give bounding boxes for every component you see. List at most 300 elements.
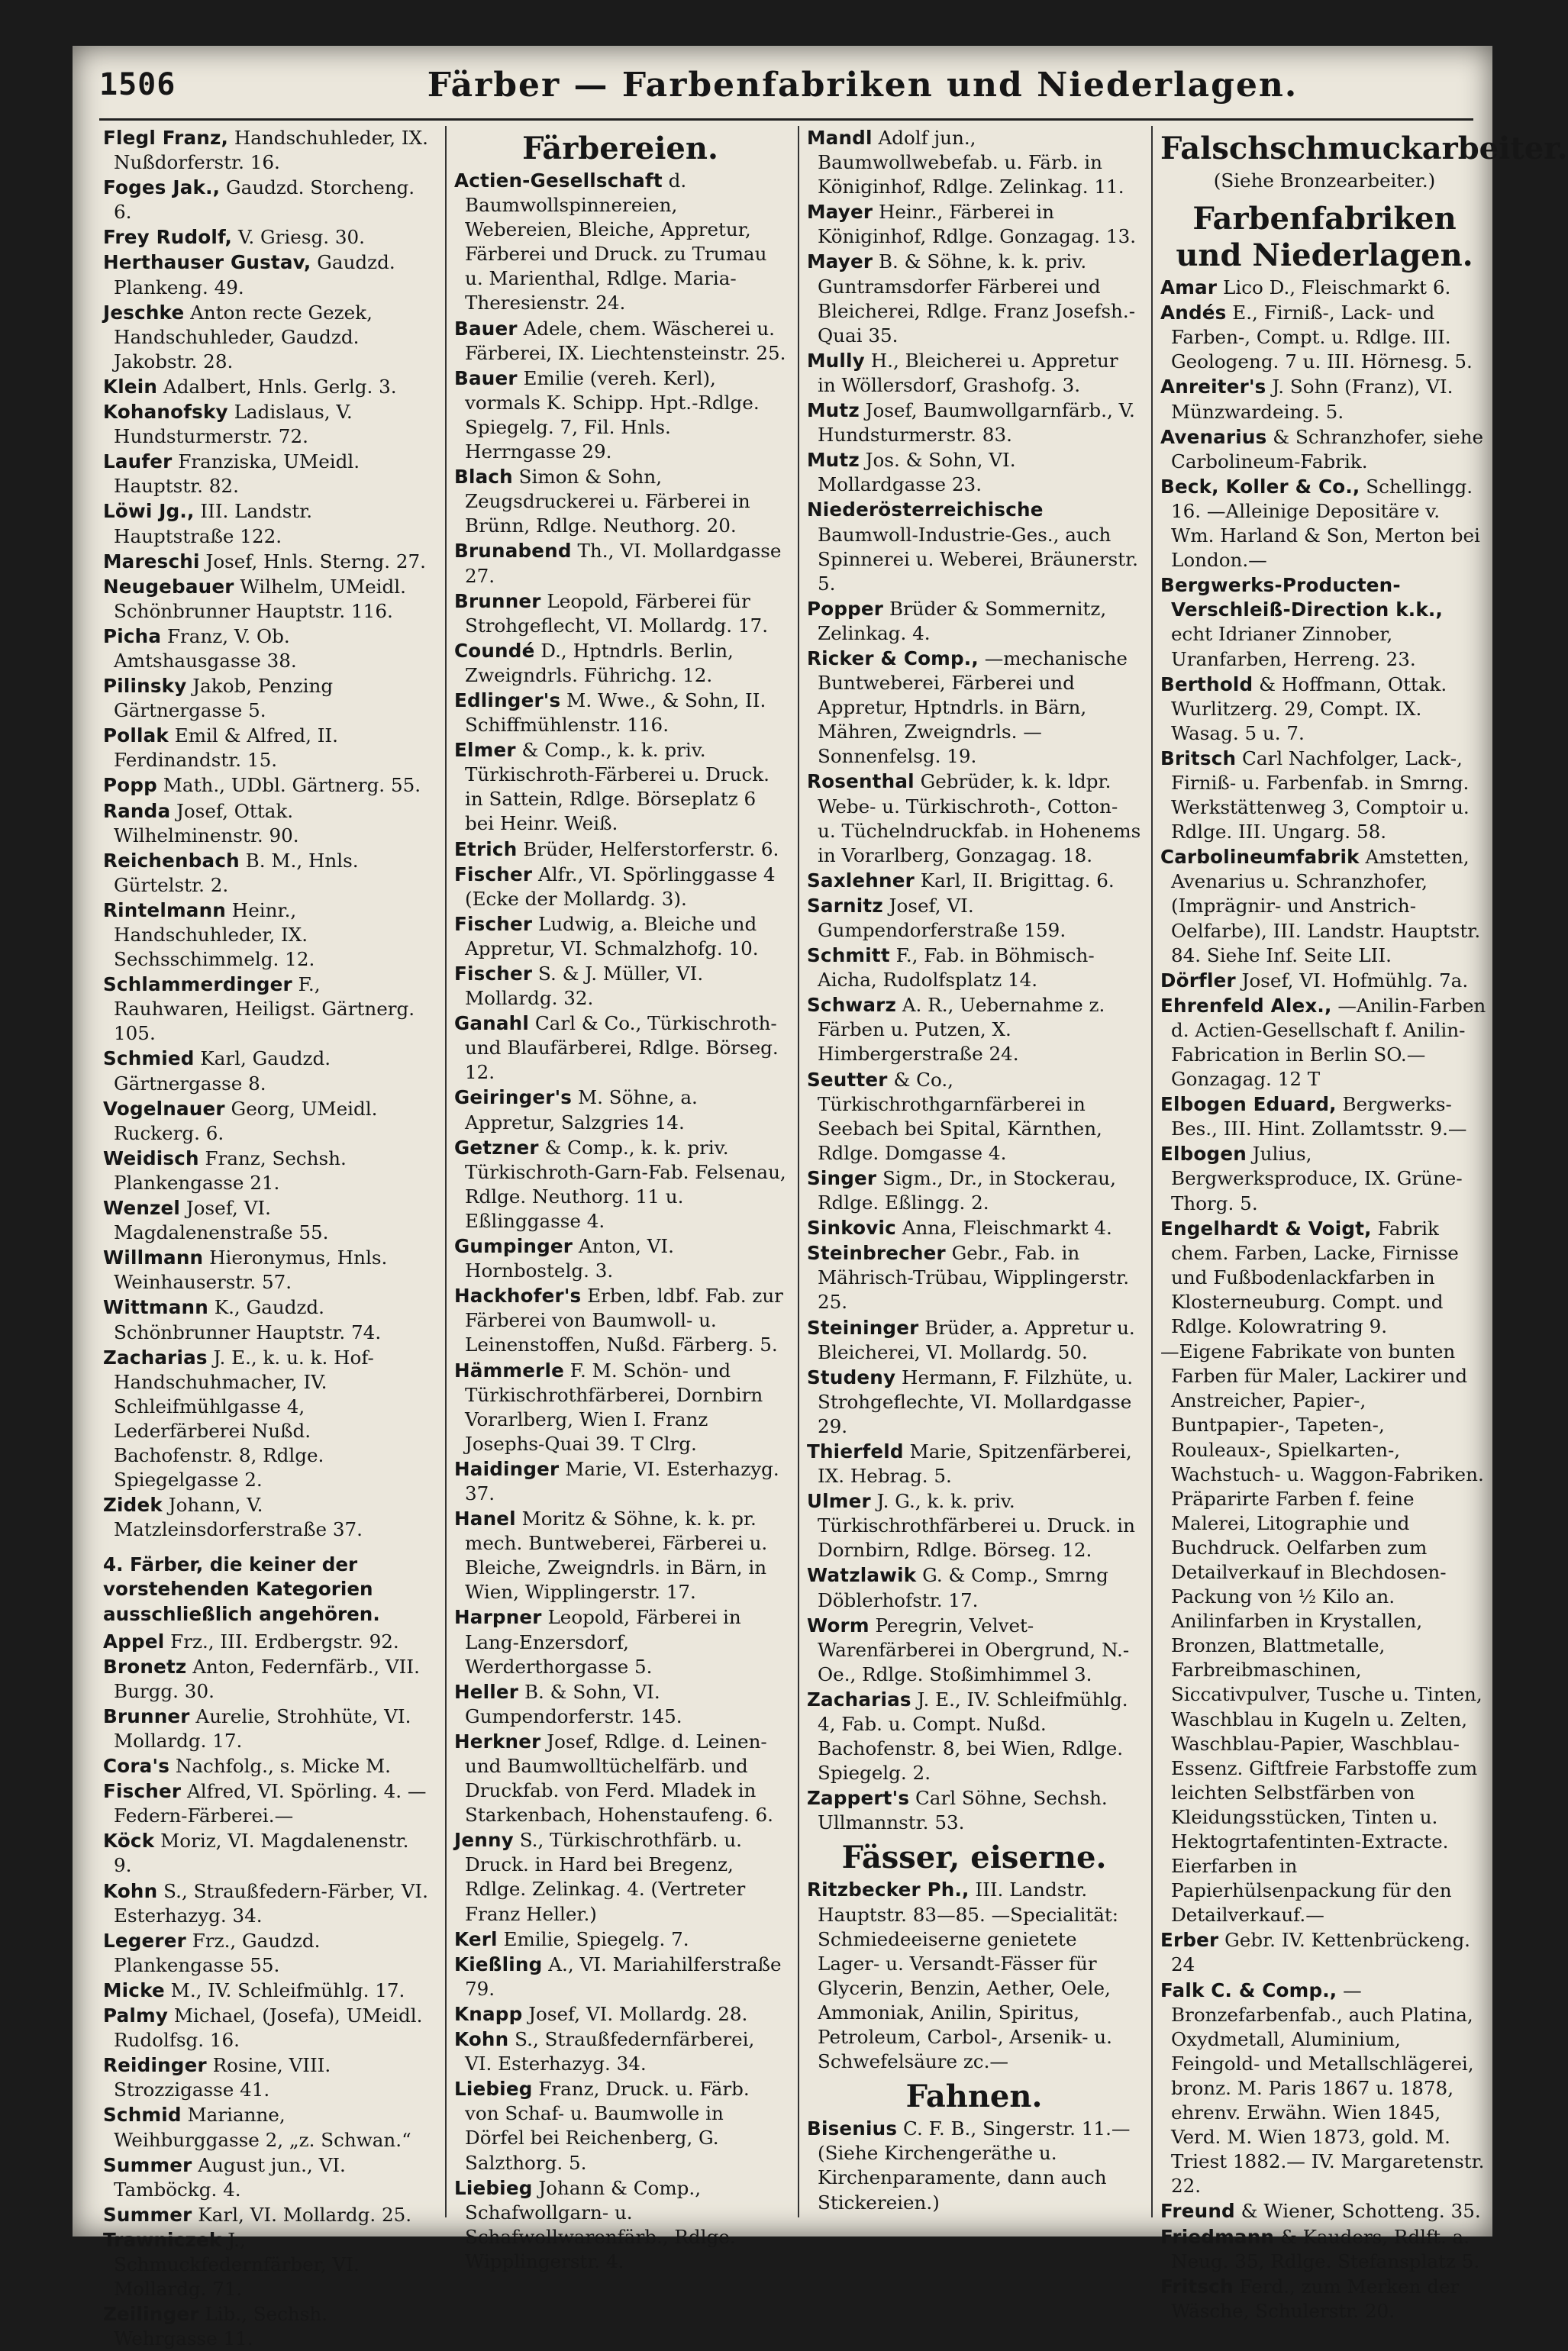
entry-name: Palmy <box>103 2004 169 2027</box>
directory-entry <box>454 539 786 588</box>
entry-name: Britsch <box>1160 747 1237 769</box>
column-divider <box>445 126 447 2217</box>
entry-name: Knapp <box>454 2002 523 2025</box>
entry-name: Schmitt <box>807 944 890 967</box>
entry-name: Steininger <box>807 1316 919 1339</box>
entry-name: Frey Rudolf, <box>103 226 233 249</box>
entry-name: Pilinsky <box>103 675 187 698</box>
directory-entry <box>454 1457 786 1506</box>
entry-name: Summer <box>103 2153 192 2176</box>
entry-name: Klein <box>103 375 158 398</box>
entry-details: H., Bleicherei u. Appretur in Wöllersdorf, Grashofg. 3. <box>818 349 1118 396</box>
entry-name: Kohn <box>103 1879 158 1902</box>
directory-entry <box>454 1953 786 2001</box>
entry-details: Jakob, Penzing Gärtnergasse 5. <box>114 675 334 722</box>
directory-entry <box>103 1196 431 1245</box>
entry-name: Herthauser Gustav, <box>103 251 311 274</box>
entry-name: Jeschke <box>103 301 185 324</box>
entry-name: Berthold <box>1160 672 1253 695</box>
directory-entry <box>103 1879 431 1928</box>
entry-details: F. M. Schön- und Türkischrothfärberei, Dornbirn Vorarlberg, Wien I. Franz Josephs-Quai 39. T Clrg. <box>465 1359 763 1455</box>
directory-entry <box>807 250 1141 347</box>
entry-name: Seutter <box>807 1068 888 1091</box>
entry-details: —mechanische Buntweberei, Färberei und Appretur, Hptndrls. in Bärn, Mähren, Zweigndrls. —Sonnenfelsg. 19. <box>818 647 1128 768</box>
entry-name: Zidek <box>103 1494 163 1517</box>
directory-entry <box>1160 994 1489 1092</box>
entry-name: Neugebauer <box>103 575 234 598</box>
entry-name: Reidinger <box>103 2054 207 2077</box>
column-2 <box>454 126 786 2272</box>
entry-details: Sigm., Dr., in Stockerau, Rdlge. Eßlingg. 2. <box>818 1166 1116 1214</box>
directory-entry <box>1160 1928 1489 1977</box>
entry-details: August jun., VI. Tamböckg. 4. <box>114 2153 346 2201</box>
directory-entry <box>807 1316 1141 1365</box>
entry-name: Mareschi <box>103 550 200 572</box>
directory-entry <box>454 912 786 961</box>
entry-details: M., IV. Schleifmühlg. 17. <box>164 1979 405 2001</box>
entry-name: Anreiter's <box>1160 376 1266 398</box>
entry-details: Brüder, a. Appretur u. Bleicherei, VI. Mollardg. 50. <box>818 1316 1135 1363</box>
entry-details: & Schranzhofer, siehe Carbolineum-Fabrik. <box>1171 425 1484 472</box>
entry-name: Rosenthal <box>807 770 915 793</box>
entry-details: J., Schmuckfedernfärber, VI. Mollardg. 71. <box>114 2228 360 2301</box>
entry-name: Popp <box>103 774 157 797</box>
entry-name: Coundé <box>454 639 535 662</box>
directory-entry <box>1160 969 1489 993</box>
directory-entry <box>103 1929 431 1978</box>
entry-name: Elbogen Eduard, <box>1160 1093 1337 1116</box>
entry-name: Fischer <box>454 963 533 985</box>
entry-name: Fischer <box>454 863 533 885</box>
entry-name: Liebieg <box>454 2176 533 2199</box>
directory-entry <box>454 465 786 538</box>
entry-details: J. E., IV. Schleifmühlg. 4, Fab. u. Compt. Nußd. Bachofenstr. 8, bei Wien, Rdlge. Spiegelg. 2. <box>818 1688 1128 1785</box>
entry-details: Emil & Alfred, II. Ferdinandstr. 15. <box>114 724 338 772</box>
directory-entry <box>807 1786 1141 1835</box>
entry-name: Geiringer's <box>454 1086 573 1109</box>
directory-entry <box>1160 301 1489 374</box>
entry-details: Marie, Spitzenfärberei, IX. Hebrag. 5. <box>818 1440 1132 1488</box>
entry-name: Ritzbecker Ph., <box>807 1879 970 1901</box>
directory-entry <box>103 2053 431 2102</box>
entry-name: Schmied <box>103 1047 195 1070</box>
directory-entry <box>807 943 1141 992</box>
entry-name: Gumpinger <box>454 1235 573 1258</box>
entry-details: Erben, ldbf. Fab. zur Färberei von Baumwoll- u. Leinenstoffen, Nußd. Färberg. 5. <box>465 1285 783 1356</box>
directory-entry <box>454 366 786 464</box>
entry-name: Weidisch <box>103 1146 199 1169</box>
entry-details: Josef, Ottak. Wilhelminenstr. 90. <box>114 799 299 847</box>
entry-details: Anton, Federnfärb., VII. Burgg. 30. <box>114 1655 420 1702</box>
entry-name: Ulmer <box>807 1490 871 1513</box>
directory-entry <box>807 1366 1141 1439</box>
entry-details: F., Rauhwaren, Heiligst. Gärtnerg. 105. <box>114 973 415 1045</box>
directory-entry <box>807 1688 1141 1785</box>
directory-entry <box>807 398 1141 447</box>
entry-details: Karl, VI. Mollardg. 25. <box>192 2203 412 2226</box>
directory-entry <box>807 1614 1141 1687</box>
directory-entry <box>1160 2225 1489 2274</box>
entry-details: Leopold, Färberei in Lang-Enzersdorf, Werderthorgasse 5. <box>465 1606 741 1678</box>
directory-entry <box>103 1246 431 1295</box>
entry-details: Alfred, VI. Spörling. 4. —Federn-Färberei.— <box>114 1780 427 1827</box>
directory-entry <box>103 724 431 772</box>
entry-name: Friedmann <box>1160 2225 1275 2248</box>
entry-name: Elbogen <box>1160 1143 1247 1166</box>
entry-details: S., Straußfedernfärberei, VI. Esterhazyg. 34. <box>465 2028 755 2075</box>
directory-entry <box>807 993 1141 1066</box>
directory-entry <box>454 1085 786 1134</box>
directory-entry <box>807 1563 1141 1612</box>
entry-details: V. Griesg. 30. <box>232 226 365 249</box>
directory-entry <box>103 499 431 548</box>
directory-entry <box>1160 2275 1489 2324</box>
entry-name: Carbolineumfabrik <box>1160 846 1360 869</box>
directory-entry <box>807 448 1141 497</box>
directory-entry <box>807 869 1141 893</box>
cross-reference-note: (Siehe Bronzearbeiter.) <box>1213 169 1436 192</box>
directory-entry <box>807 1241 1141 1314</box>
entry-details: —Eigene Fabrikate von bunten Farben für Maler, Lackirer und Anstreicher, Papier-, Buntpapier-, Tapeten-, Rouleaux-, Spielkarten-, Wachstuch- u. Waggon-Fabriken. Präparirte Farben f. feine Malerei, Litographie und Buchdruck. Oelfarben zum Detailverkauf in Blechdosen-Packung von ½ Kilo an. Anilinfarben in Krystallen, Bronzen, Blattmetalle, Farbreibmaschinen, Siccativpulver, Tusche u. Tinten, Waschblau in Kugeln u. Zelten, Waschblau-Papier, Waschblau-Essenz. Giftfreie Farbstoffe zum leichten Selbstfärben von Kleidungsstücken, Tinten u. Hektogrtafentinten-Extracte. Eierfarben in Papierhülsenpackung für den Detailverkauf.— <box>1160 1340 1484 1927</box>
entry-details: & Comp., k. k. priv. Türkischroth-Garn-Fab. Felsenau, Rdlge. Neuthorg. 11 u. Eßlinggasse 4. <box>465 1136 786 1232</box>
entry-name: Herkner <box>454 1730 541 1753</box>
entry-name: Vogelnauer <box>103 1097 225 1120</box>
entry-name: Bauer <box>454 317 518 340</box>
directory-entry <box>807 1166 1141 1215</box>
entry-details: Marie, VI. Esterhazyg. 37. <box>465 1457 779 1504</box>
directory-entry <box>1160 672 1489 746</box>
directory-entry <box>454 639 786 688</box>
entry-details: & Wiener, Schotteng. 35. <box>1234 2200 1481 2223</box>
entry-details: C. F. B., Singerstr. 11.— (Siehe Kirchengeräthe u. Kirchenparamente, dann auch Stickereien.) <box>818 2117 1131 2214</box>
entry-name: Legerer <box>103 1929 186 1952</box>
entry-details: Emilie (vereh. Kerl), vormals K. Schipp. Hpt.-Rdlge. Spiegelg. 7, Fil. Hnls. Herrngasse 29. <box>465 366 760 463</box>
entry-details: Gaudzd. Plankeng. 49. <box>114 251 395 298</box>
directory-entry <box>103 2153 431 2202</box>
entry-name: Ganahl <box>454 1012 530 1035</box>
entry-details: Heinr., Färberei in Königinhof, Rdlge. Gonzagag. 13. <box>818 201 1137 248</box>
entry-details: Franz, Sechsh. Plankengasse 21. <box>114 1146 347 1194</box>
directory-entry <box>103 1146 431 1195</box>
entry-name: Mayer <box>807 250 873 273</box>
entry-name: Kießling <box>454 1953 543 1975</box>
directory-entry <box>103 250 431 299</box>
entry-details: S., Straußfedern-Färber, VI. Esterhazyg. 34. <box>114 1879 428 1927</box>
entry-details: Georg, UMeidl. Ruckerg. 6. <box>114 1097 378 1144</box>
entry-name: Schlammerdinger <box>103 973 292 996</box>
entry-details: Franz, Druck. u. Färb. von Schaf- u. Baumwolle in Dörfel bei Reichenberg, G. Salzthorg. 5. <box>465 2078 750 2174</box>
entry-name: Reichenbach <box>103 849 240 872</box>
entry-details: S. & J. Müller, VI. Mollardg. 32. <box>465 963 704 1010</box>
entry-details: Schellingg. 16. —Alleinige Depositäre v. Wm. Harland & Son, Merton bei London.— <box>1171 475 1480 572</box>
entry-details: S., Türkischrothfärb. u. Druck. in Hard bei Bregenz, Rdlge. Zelinkag. 4. (Vertreter Franz Heller.) <box>465 1829 746 1925</box>
entry-details: Karl, Gaudzd. Gärtnergasse 8. <box>114 1047 331 1095</box>
entry-details: Josef, Rdlge. d. Leinen- und Baumwolltüchelfärb. und Druckfab. von Ferd. Mladek in Starkenbach, Hohenstaufeng. 6. <box>465 1730 773 1827</box>
entry-details: III. Landstr. Hauptstr. 83—85. —Specialität: Schmiedeeiserne genietete Lager- u. Versandt-Fässer für Glycerin, Benzin, Aether, Oele, Ammoniak, Anilin, Spiritus, Petroleum, Carbol-, Arsenik- u. Schwefelsäure zc.— <box>818 1879 1119 2073</box>
entry-details: Gebr., Fab. in Mährisch-Trübau, Wipplingerstr. 25. <box>818 1242 1130 1314</box>
directory-entry <box>807 1440 1141 1488</box>
entry-name: Cora's <box>103 1755 170 1778</box>
entry-name: Schmid <box>103 2104 182 2127</box>
entry-details: Josef, VI. Mollardg. 28. <box>522 2002 748 2025</box>
entry-name: Brunner <box>103 1704 190 1727</box>
entry-name: Actien-Gesellschaft <box>454 169 663 192</box>
entry-name: Mutz <box>807 399 860 422</box>
entry-name: Saxlehner <box>807 869 915 892</box>
directory-entry <box>1160 375 1489 424</box>
entry-details: A. R., Uebernahme z. Färben u. Putzen, X. Himbergerstraße 24. <box>818 994 1105 1066</box>
directory-entry <box>103 898 431 972</box>
entry-details: Alfr., VI. Spörlinggasse 4 (Ecke der Mollardg. 3). <box>465 863 776 910</box>
directory-entry <box>454 837 786 862</box>
entry-name: Ehrenfeld Alex., <box>1160 994 1332 1017</box>
column-3 <box>807 126 1141 2217</box>
entry-details: Gaudzd. Storcheng. 6. <box>114 176 415 224</box>
entry-details: F., Fab. in Böhmisch-Aicha, Rudolfsplatz 14. <box>818 944 1095 992</box>
entry-details: Frz., III. Erdbergstr. 92. <box>164 1630 399 1653</box>
entry-details: K., Gaudzd. Schönbrunner Hauptstr. 74. <box>114 1296 382 1343</box>
directory-entry <box>103 301 431 374</box>
running-title: Färber — Farbenfabriken und Niederlagen. <box>427 66 1299 105</box>
entry-name: Beck, Koller & Co., <box>1160 475 1360 498</box>
entry-details: Brüder & Sommernitz, Zelinkag. 4. <box>818 597 1107 644</box>
section-heading-faesser: Fässer, eiserne. <box>841 1840 1107 1876</box>
directory-entry <box>454 1680 786 1729</box>
entry-details: M. Söhne, a. Appretur, Salzgries 14. <box>465 1086 698 1134</box>
directory-entry <box>454 2077 786 2175</box>
column-divider <box>798 126 799 2217</box>
entry-details: Carl & Co., Türkischroth- und Blaufärberei, Rdlge. Börseg. 12. <box>465 1012 779 1084</box>
entry-details: G. & Comp., Smrng Döblerhofstr. 17. <box>818 1564 1108 1611</box>
entry-name: Wittmann <box>103 1296 208 1319</box>
directory-entry <box>807 894 1141 943</box>
entry-name: Kerl <box>454 1927 498 1950</box>
entry-details: J. G., k. k. priv. Türkischrothfärberei u. Druck. in Dornbirn, Rdlge. Börseg. 12. <box>818 1490 1135 1562</box>
entry-name: Brunabend <box>454 540 572 563</box>
entry-details: Wilhelm, UMeidl. Schönbrunner Hauptstr. 116. <box>114 575 406 622</box>
entry-details: Jos. & Sohn, VI. Mollardgasse 23. <box>818 449 1016 496</box>
page-number: 1506 <box>99 67 176 102</box>
directory-entry <box>454 689 786 737</box>
directory-entry <box>454 317 786 366</box>
entry-name: Mully <box>807 349 865 372</box>
entry-name: Mutz <box>807 449 860 472</box>
section-heading-falschschmuck: Falschschmuckarbeiter. <box>1160 131 1568 166</box>
directory-entry <box>103 375 431 399</box>
directory-entry <box>103 2103 431 2152</box>
entry-name: Hanel <box>454 1508 516 1530</box>
entry-details: Handschuhleder, IX. Nußdorferstr. 16. <box>114 127 428 174</box>
entry-name: Engelhardt & Voigt, <box>1160 1217 1372 1240</box>
entry-name: Laufer <box>103 450 173 473</box>
section-heading-faerbereien: Färbereien. <box>522 131 718 166</box>
entry-details: Adolf jun., Baumwollwebefab. u. Färb. in Königinhof, Rdlge. Zelinkag. 11. <box>818 127 1124 198</box>
entry-details: Anton recte Gezek, Handschuhleder, Gaudzd. Jakobstr. 28. <box>114 301 373 372</box>
entry-details: Johann & Comp., Schafwollgarn- u. Schafwollwarenfärb., Rdlge. Wipplingerstr. 4. <box>465 2176 736 2272</box>
entry-details: Emilie, Spiegelg. 7. <box>497 1927 689 1950</box>
entry-details: Frz., Gaudzd. Plankengasse 55. <box>114 1929 321 1976</box>
entry-name: Amar <box>1160 276 1218 299</box>
entry-details: Moriz, VI. Magdalenenstr. 9. <box>114 1830 409 1877</box>
entry-details: Moritz & Söhne, k. k. pr. mech. Buntweberei, Färberei u. Bleiche, Zweigndrls. in Bärn, in Wien, Wipplingerstr. 17. <box>465 1508 768 1604</box>
directory-entry <box>454 1359 786 1456</box>
entry-details: Th., VI. Mollardgasse 27. <box>465 540 782 587</box>
entry-name: Dörfler <box>1160 969 1236 992</box>
section-subheading: 4. Färber, die keiner der vorstehenden Kategorien ausschließlich angehören. <box>103 1553 380 1625</box>
column-4 <box>1160 126 1568 2322</box>
column-1 <box>103 126 431 2350</box>
entry-details: Franz, V. Ob. Amtshausgasse 38. <box>114 624 297 672</box>
entry-details: & Hoffmann, Ottak. Wurlitzerg. 29, Compt. IX. Wasag. 5 u. 7. <box>1171 672 1447 744</box>
directory-entry <box>103 1346 431 1493</box>
directory-entry <box>103 1979 431 2003</box>
entry-name: Rintelmann <box>103 898 226 921</box>
entry-details: Rosine, VIII. Strozzigasse 41. <box>114 2054 331 2101</box>
entry-name: Flegl Franz, <box>103 127 229 149</box>
entry-name: Appel <box>103 1630 165 1653</box>
directory-entry <box>807 769 1141 867</box>
entry-name: Harpner <box>454 1606 542 1629</box>
directory-entry <box>454 1136 786 1234</box>
directory-entry <box>454 1234 786 1283</box>
directory-entry <box>454 863 786 911</box>
entry-name: Bronetz <box>103 1655 187 1678</box>
entry-name: Schwarz <box>807 994 896 1017</box>
entry-details: Gebr. IV. Kettenbrückeng. 24 <box>1171 1929 1471 1976</box>
entry-details: Ladislaus, V. Hundsturmerstr. 72. <box>114 401 353 448</box>
entry-details: Brüder, Helferstorferstr. 6. <box>517 837 779 860</box>
entry-name: Popper <box>807 597 884 620</box>
entry-name: Trawniczek <box>103 2228 222 2251</box>
entry-name: Randa <box>103 799 171 822</box>
directory-entry <box>807 647 1141 769</box>
entry-name: Zeilinger <box>103 2303 199 2326</box>
entry-details: Amstetten, Avenarius u. Schranzhofer, (Imprägnir- und Anstrich-Oelfarbe), III. Landstr. Hauptstr. 84. Siehe Inf. Seite LII. <box>1171 846 1481 966</box>
entry-details: B. & Sohn, VI. Gumpendorferstr. 145. <box>465 1680 682 1727</box>
entry-name: Singer <box>807 1166 877 1189</box>
directory-entry <box>103 225 431 250</box>
entry-name: Avenarius <box>1160 425 1267 448</box>
directory-entry <box>1160 276 1489 300</box>
directory-entry <box>103 624 431 673</box>
directory-entry <box>103 1630 431 1654</box>
entry-details: Franziska, UMeidl. Hauptstr. 82. <box>114 450 360 498</box>
entry-name: Mandl <box>807 127 873 149</box>
entry-details: III. Landstr. Hauptstraße 122. <box>114 500 313 547</box>
directory-entry <box>1160 1217 1489 1339</box>
entry-name: Edlinger's <box>454 689 561 711</box>
directory-entry <box>103 849 431 898</box>
column-divider <box>1151 126 1153 2217</box>
directory-entry <box>103 450 431 498</box>
entry-name: Ricker & Comp., <box>807 647 979 669</box>
entry-name: Hämmerle <box>454 1359 564 1382</box>
entry-name: Erber <box>1160 1929 1219 1952</box>
section-heading-fahnen: Fahnen. <box>905 2078 1043 2115</box>
entry-details: Michael, (Josefa), UMeidl. Rudolfsg. 16. <box>114 2004 423 2052</box>
directory-entry <box>1160 425 1489 474</box>
entry-details: Johann, V. Matzleinsdorferstraße 37. <box>114 1494 363 1541</box>
entry-name: Mayer <box>807 201 873 224</box>
directory-entry <box>1160 1340 1489 1927</box>
entry-name: Niederösterreichische <box>807 498 1044 521</box>
entry-name: Liebieg <box>454 2078 533 2101</box>
directory-entry <box>454 1828 786 1926</box>
directory-entry <box>103 2203 431 2227</box>
directory-entry <box>1160 2199 1489 2224</box>
directory-entry <box>103 126 431 175</box>
directory-entry <box>807 597 1141 646</box>
entry-details: Heinr., Handschuhleder, IX. Sechsschimmelg. 12. <box>114 898 315 971</box>
entry-name: Jenny <box>454 1829 514 1852</box>
entry-name: Blach <box>454 466 513 489</box>
directory-entry <box>454 1605 786 1679</box>
entry-name: Bisenius <box>807 2117 898 2140</box>
page-header <box>99 61 1473 114</box>
entry-details: Anna, Fleischmarkt 4. <box>895 1217 1112 1240</box>
entry-details: echt Idrianer Zinnober, Uranfarben, Herreng. 23. <box>1171 623 1416 670</box>
entry-details: J. Sohn (Franz), VI. Münzwardeing. 5. <box>1171 376 1453 423</box>
directory-entry <box>1160 1142 1489 1215</box>
entry-details: d. Baumwollspinnereien, Webereien, Bleiche, Appretur, Färberei und Druck. zu Trumau u. Marienthal, Rdlge. Maria-Theresienstr. 24. <box>465 169 767 314</box>
directory-entry <box>807 1878 1141 2074</box>
directory-entry <box>103 674 431 723</box>
directory-entry <box>1160 747 1489 844</box>
entry-name: Fritsch <box>1160 2275 1234 2298</box>
directory-entry <box>454 962 786 1011</box>
directory-entry <box>454 169 786 316</box>
entry-name: Sinkovic <box>807 1217 896 1240</box>
entry-name: Picha <box>103 624 162 647</box>
entry-details: J. E., k. u. k. Hof-Handschuhmacher, IV. Schleifmühlgasse 4, Lederfärberei Nußd. Bachofenstr. 8, Rdlge. Spiegelgasse 2. <box>114 1346 374 1492</box>
entry-name: Haidinger <box>454 1457 560 1480</box>
entry-name: Freund <box>1160 2200 1235 2223</box>
directory-entry <box>454 1730 786 1827</box>
entry-name: Hackhofer's <box>454 1285 582 1308</box>
entry-name: Zacharias <box>103 1346 208 1369</box>
entry-details: Josef, Hnls. Sterng. 27. <box>199 550 426 572</box>
entry-details: & Comp., k. k. priv. Türkischroth-Färberei u. Druck. in Sattein, Rdlge. Börseplatz 6 bei Heinr. Weiß. <box>465 739 769 835</box>
entry-details: Hieronymus, Hnls. Weinhauserstr. 57. <box>114 1246 388 1294</box>
directory-entry <box>103 773 431 798</box>
directory-entry <box>454 2002 786 2027</box>
entry-name: Getzner <box>454 1136 539 1159</box>
directory-entry <box>103 176 431 224</box>
directory-entry <box>807 1068 1141 1166</box>
entry-details: Ferd., zum Merken der Wäsche, Schulerstr. 20. <box>1171 2275 1460 2322</box>
entry-details: B. & Söhne, k. k. priv. Guntramsdorfer Färberei und Bleicherei, Rdlge. Franz Josefsh.-Quai 35. <box>818 250 1136 347</box>
entry-details: & Co., Türkischrothgarnfärberei in Seebach bei Spital, Kärnthen, Rdlge. Domgasse 4. <box>818 1068 1102 1164</box>
entry-details: M. Wwe., & Sohn, II. Schiffmühlenstr. 116. <box>465 689 766 737</box>
directory-entry <box>103 2004 431 2053</box>
entry-details: Carl Nachfolger, Lack-, Firniß- u. Farbenfab. in Smrng. Werkstättenweg 3, Comptoir u. Rdlge. III. Ungarg. 58. <box>1171 747 1470 843</box>
entry-details: Josef, VI. Hofmühlg. 7a. <box>1235 969 1469 992</box>
entry-details: —Anilin-Farben d. Actien-Gesellschaft f. Anilin-Fabrication in Berlin SO.— Gonzagag. 12 T <box>1171 994 1486 1091</box>
entry-name: Fischer <box>103 1780 182 1803</box>
directory-entry <box>103 1779 431 1828</box>
entry-name: Worm <box>807 1614 869 1637</box>
directory-entry <box>454 2027 786 2076</box>
entry-details: —Bronzefarbenfab., auch Platina, Oxydmetall, Aluminium, Feingold- und Metallschlägerei, bronz. M. Paris 1867 u. 1878, ehrenv. Erwähn. Wien 1845, Verd. M. Wien 1873, gold. M. Triest 1882.— IV. Margaretenstr. 22. <box>1171 1979 1485 2198</box>
entry-name: Zacharias <box>807 1688 911 1711</box>
entry-details: Aurelie, Strohhüte, VI. Mollardg. 17. <box>114 1704 411 1752</box>
entry-name: Elmer <box>454 739 516 762</box>
entry-name: Studeny <box>807 1366 896 1388</box>
entry-details: A., VI. Mariahilferstraße 79. <box>465 1953 782 2000</box>
directory-entry <box>454 589 786 638</box>
directory-entry <box>103 972 431 1046</box>
directory-entry <box>807 200 1141 249</box>
